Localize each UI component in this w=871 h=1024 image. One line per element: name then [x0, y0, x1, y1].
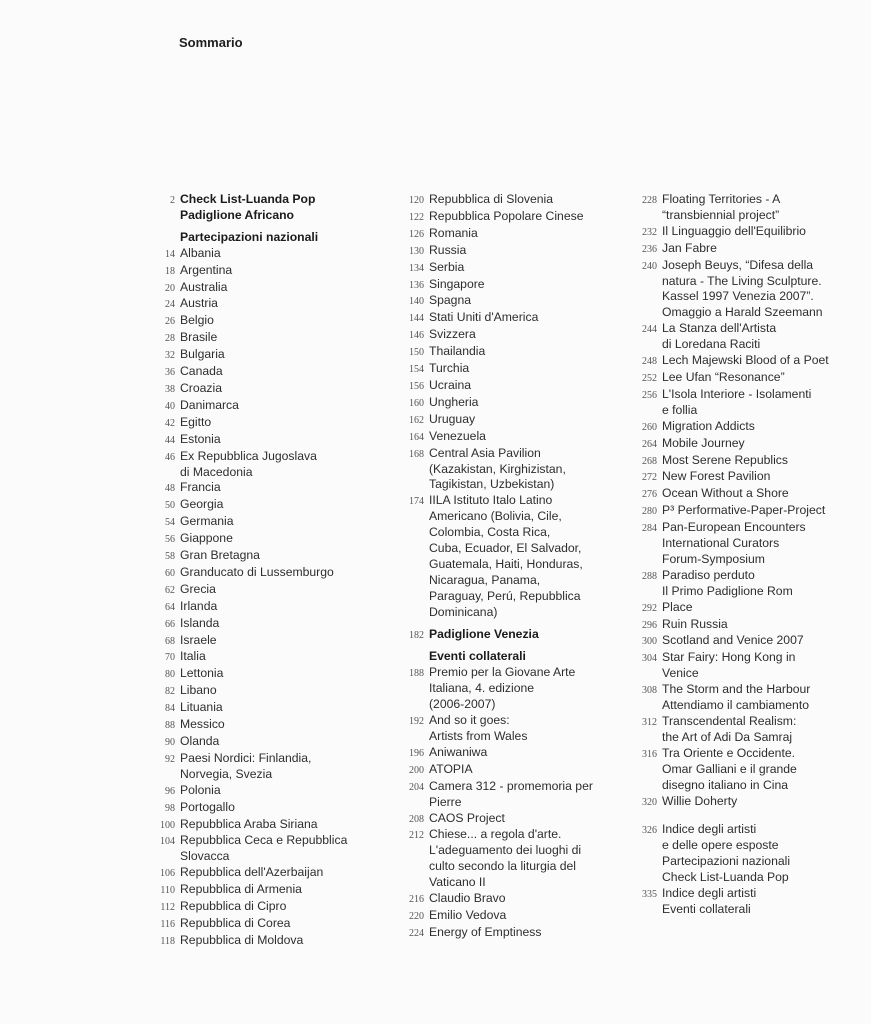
toc-entry: [630, 224, 860, 241]
page-number: 140: [409, 296, 424, 308]
entry-title: Lituania: [180, 700, 223, 715]
toc-entry: [630, 520, 860, 568]
toc-entry: [140, 751, 360, 783]
page-title: Sommario: [179, 35, 243, 50]
page-number: 326: [642, 825, 657, 837]
entry-title: Serbia: [429, 259, 465, 274]
page-number: 44: [165, 434, 175, 446]
toc-entry: [630, 714, 860, 746]
toc-entry: [630, 387, 860, 419]
page-number: 126: [409, 228, 424, 240]
entry-title: The Storm and the Harbour Attendiamo il cambiamento: [662, 682, 811, 713]
page-number: 26: [165, 316, 175, 328]
page-number: 268: [642, 455, 657, 467]
spacer: [630, 810, 860, 822]
entry-title: Emilio Vedova: [429, 907, 507, 922]
page-number: 112: [160, 902, 175, 914]
entry-title: Austria: [180, 296, 218, 311]
toc-entry: [388, 779, 608, 811]
entry-title: Repubblica di Cipro: [180, 899, 287, 914]
page-number: 252: [642, 372, 657, 384]
page-number: 62: [165, 584, 175, 596]
page-number: 154: [409, 364, 424, 376]
page-number: 312: [642, 717, 657, 728]
entry-title: Pan-European Encounters International Curators Forum-Symposium: [662, 520, 806, 566]
page-number: 32: [165, 350, 175, 362]
page-number: 28: [165, 333, 175, 345]
toc-entry: [140, 683, 360, 700]
toc-entry: [140, 616, 360, 633]
entry-title: Polonia: [180, 782, 221, 797]
toc-entry: [388, 226, 608, 243]
page-number: 236: [642, 243, 657, 255]
entry-title: Bulgaria: [180, 347, 225, 362]
page-number: 188: [409, 668, 424, 680]
page-number: 160: [409, 397, 424, 409]
toc-column-2: [388, 192, 608, 942]
entry-title: P³ Performative-Paper-Project: [662, 503, 826, 518]
entry-title: Irlanda: [180, 598, 218, 613]
page-number: 104: [160, 836, 175, 848]
page-number: 68: [165, 635, 175, 647]
toc-entry: [630, 650, 860, 682]
entry-title: Ocean Without a Shore: [662, 486, 789, 501]
entry-title: Ungheria: [429, 394, 479, 409]
entry-title: Chiese... a regola d'arte. L'adeguamento dei luoghi di culto secondo la liturgia del Vaticano II: [429, 827, 582, 890]
entry-title: Francia: [180, 480, 221, 495]
entry-title: Jan Fabre: [662, 240, 717, 255]
entry-title: L'Isola Interiore - Isolamenti e follia: [662, 386, 812, 417]
entry-title: Scotland and Venice 2007: [662, 633, 804, 648]
entry-title: Mobile Journey: [662, 435, 745, 450]
toc-entry: [388, 745, 608, 762]
entry-title: Lech Majewski Blood of a Poet: [662, 353, 829, 368]
toc-entry: [388, 260, 608, 277]
page-number: 46: [165, 451, 175, 463]
page-number: 300: [642, 636, 657, 648]
entry-title: Paesi Nordici: Finlandia, Norvegia, Svezia: [180, 750, 312, 781]
toc-entry: [140, 398, 360, 415]
toc-entry: [630, 321, 860, 353]
entry-title: Singapore: [429, 276, 485, 291]
toc-heading: [388, 627, 608, 644]
page-number: 200: [409, 764, 424, 776]
page-number: 66: [165, 618, 175, 630]
entry-title: Aniwaniwa: [429, 744, 488, 759]
entry-title: Premio per la Giovane Arte Italiana, 4. edizione (2006-2007): [429, 665, 576, 712]
page-number: 58: [165, 551, 175, 563]
toc-entry: [140, 700, 360, 717]
page-number: 144: [409, 313, 424, 325]
page-number: 192: [409, 716, 424, 728]
toc-entry: [630, 258, 860, 322]
entry-title: Spagna: [429, 293, 472, 308]
toc-entry: [140, 717, 360, 734]
page-number: 260: [642, 421, 657, 433]
entry-title: Eventi collaterali: [429, 649, 526, 664]
page-number: 110: [160, 885, 175, 897]
page-number: 54: [165, 517, 175, 529]
entry-title: Place: [662, 599, 693, 614]
toc-entry: [630, 600, 860, 617]
page-number: 134: [409, 262, 424, 274]
toc-entry: [388, 209, 608, 226]
page-number: 288: [642, 570, 657, 582]
entry-title: Romania: [429, 225, 478, 240]
entry-title: Repubblica Popolare Cinese: [429, 208, 584, 223]
page-number: 224: [409, 927, 424, 939]
entry-title: Joseph Beuys, “Difesa della natura - The Living Sculpture. Kassel 1997 Venezia 2007”. Omaggio a Harald Szeemann: [662, 257, 823, 320]
page-number: 18: [165, 265, 175, 277]
toc-entry: [140, 582, 360, 599]
page-number: 2: [170, 195, 175, 206]
toc-entry: [630, 822, 860, 886]
toc-entry: [140, 865, 360, 882]
toc-entry: [140, 548, 360, 565]
entry-title: Repubblica dell'Azerbaijan: [180, 865, 324, 880]
toc-entry: [388, 277, 608, 294]
page-number: 48: [165, 483, 175, 495]
page-number: 92: [165, 753, 175, 765]
page-number: 244: [642, 324, 657, 336]
page-number: 276: [642, 489, 657, 501]
entry-title: Grecia: [180, 581, 216, 596]
entry-title: Russia: [429, 242, 467, 257]
toc-entry: [388, 192, 608, 209]
entry-title: Thailandia: [429, 344, 486, 359]
toc-entry: [140, 933, 360, 950]
toc-entry: [388, 412, 608, 429]
entry-title: Australia: [180, 279, 228, 294]
entry-title: Ucraina: [429, 377, 471, 392]
toc-entry: [140, 531, 360, 548]
entry-title: And so it goes: Artists from Wales: [429, 713, 528, 743]
page-number: 162: [409, 414, 424, 426]
entry-title: Georgia: [180, 497, 224, 512]
page-number: 320: [642, 796, 657, 808]
entry-title: Paradiso perduto Il Primo Padiglione Rom: [662, 567, 793, 598]
toc-heading: [140, 230, 360, 246]
entry-title: Brasile: [180, 330, 218, 345]
toc-entry: [630, 746, 860, 794]
page-number: 64: [165, 601, 175, 613]
entry-title: Gran Bretagna: [180, 548, 260, 563]
toc-entry: [388, 395, 608, 412]
entry-title: Italia: [180, 649, 206, 664]
toc-entry: [388, 925, 608, 942]
page-number: 118: [160, 935, 175, 947]
entry-title: Giappone: [180, 531, 233, 546]
page-number: 212: [409, 830, 424, 842]
toc-entry: [630, 682, 860, 714]
toc-entry: [140, 734, 360, 751]
toc-entry: [140, 633, 360, 650]
entry-title: Repubblica di Armenia: [180, 882, 302, 897]
entry-title: Repubblica di Slovenia: [429, 192, 553, 206]
entry-title: Libano: [180, 683, 217, 698]
page-number: 196: [409, 747, 424, 759]
toc-entry: [630, 568, 860, 600]
entry-title: Canada: [180, 364, 223, 379]
toc-entry: [630, 486, 860, 503]
entry-title: Repubblica Ceca e Repubblica Slovacca: [180, 833, 348, 864]
entry-title: Turchia: [429, 361, 470, 376]
entry-title: Most Serene Republics: [662, 452, 788, 467]
entry-title: IILA Istituto Italo Latino Americano (Bolivia, Cile, Colombia, Costa Rica, Cuba, Ecuador, El Salvador, Guatemala, Haiti, Honduras, Nicaragua, Panama, Paraguay, Perú, Repubblica Dominicana): [429, 493, 583, 619]
toc-entry: [630, 436, 860, 453]
entry-title: Migration Addicts: [662, 418, 755, 433]
toc-entry: [630, 469, 860, 486]
entry-title: Croazia: [180, 380, 222, 395]
entry-title: Check List-Luanda Pop Padiglione Africano: [180, 192, 316, 222]
entry-title: Willie Doherty: [662, 793, 738, 808]
toc-entry: [140, 381, 360, 398]
page-number: 308: [642, 685, 657, 697]
page-number: 296: [642, 619, 657, 631]
page-number: 208: [409, 813, 424, 825]
page-number: 60: [165, 567, 175, 579]
toc-entry: [630, 633, 860, 650]
toc-entry: [630, 794, 860, 811]
page-number: 84: [165, 703, 175, 715]
toc-entry: [140, 783, 360, 800]
entry-title: Star Fairy: Hong Kong in Venice: [662, 650, 796, 681]
page-number: 256: [642, 389, 657, 401]
page-number: 116: [160, 918, 175, 930]
entry-title: Ruin Russia: [662, 616, 728, 631]
toc-entry: [388, 891, 608, 908]
toc-entry: [388, 827, 608, 891]
toc-entry: [388, 361, 608, 378]
toc-entry: [630, 617, 860, 634]
page-number: 168: [409, 448, 424, 460]
page-number: 20: [165, 282, 175, 294]
toc-entry: [388, 310, 608, 327]
toc-entry: [630, 192, 860, 224]
entry-title: Estonia: [180, 431, 221, 446]
toc-entry: [388, 429, 608, 446]
entry-title: Israele: [180, 632, 217, 647]
toc-entry: [388, 762, 608, 779]
page-number: 248: [642, 356, 657, 368]
page-number: 182: [409, 629, 424, 641]
page-number: 272: [642, 472, 657, 484]
toc-entry: [388, 908, 608, 925]
entry-title: La Stanza dell'Artista di Loredana Raciti: [662, 321, 777, 352]
toc-entry: [140, 817, 360, 834]
toc-entry: [388, 344, 608, 361]
toc-entry: [140, 246, 360, 263]
page-number: 90: [165, 737, 175, 748]
entry-title: Venezuela: [429, 428, 486, 443]
page-number: 292: [642, 602, 657, 614]
toc-heading: [140, 192, 360, 224]
entry-title: Floating Territories - A “transbiennial project”: [662, 192, 781, 222]
toc-column-1: [140, 192, 360, 950]
toc-entry: [140, 514, 360, 531]
entry-title: Uruguay: [429, 411, 476, 426]
page-number: 38: [165, 383, 175, 395]
entry-title: Partecipazioni nazionali: [180, 229, 319, 244]
toc-entry: [630, 503, 860, 520]
toc-entry: [140, 263, 360, 280]
page-number: 14: [165, 248, 175, 260]
entry-title: Portogallo: [180, 799, 235, 814]
toc-entry: [140, 432, 360, 449]
toc-entry: [140, 833, 360, 865]
page-number: 204: [409, 781, 424, 793]
page-number: 40: [165, 400, 175, 412]
page-number: 106: [160, 868, 175, 880]
page-number: 122: [409, 211, 424, 223]
entry-title: Repubblica di Moldova: [180, 932, 304, 947]
toc-entry: [140, 599, 360, 616]
page-number: 80: [165, 669, 175, 681]
page-number: 156: [409, 380, 424, 392]
page-number: 136: [409, 279, 424, 291]
page-number: 36: [165, 367, 175, 379]
toc-heading: [388, 649, 608, 665]
entry-title: Belgio: [180, 313, 214, 328]
page-number: 335: [642, 889, 657, 901]
toc-entry: [140, 882, 360, 899]
toc-entry: [140, 347, 360, 364]
page-number: 98: [165, 802, 175, 814]
entry-title: Indice degli artisti e delle opere esposte Partecipazioni nazionali Check List-Luanda Pop: [662, 822, 791, 885]
page-number: 146: [409, 330, 424, 342]
toc-entry: [630, 370, 860, 387]
toc-entry: [140, 449, 360, 481]
entry-title: Messico: [180, 717, 225, 732]
toc-entry: [388, 293, 608, 310]
toc-entry: [630, 241, 860, 258]
entry-title: Energy of Emptiness: [429, 924, 542, 939]
entry-title: Svizzera: [429, 327, 476, 342]
page-number: 24: [165, 299, 175, 311]
toc-entry: [388, 243, 608, 260]
entry-title: Germania: [180, 514, 234, 529]
entry-title: CAOS Project: [429, 810, 505, 825]
page-number: 232: [642, 226, 657, 238]
entry-title: Danimarca: [180, 397, 239, 412]
toc-entry: [140, 666, 360, 683]
toc-entry: [140, 649, 360, 666]
toc-entry: [630, 419, 860, 436]
page-number: 174: [409, 496, 424, 508]
page-number: 264: [642, 438, 657, 450]
page-number: 216: [409, 894, 424, 906]
toc-entry: [140, 480, 360, 497]
page-number: 220: [409, 910, 424, 922]
toc-column-3: [630, 192, 860, 918]
toc-entry: [388, 446, 608, 494]
toc-entry: [140, 800, 360, 817]
entry-title: Claudio Bravo: [429, 891, 506, 906]
page-number: 284: [642, 523, 657, 535]
page-number: 120: [409, 195, 424, 206]
entry-title: Olanda: [180, 734, 220, 748]
entry-title: ATOPIA: [429, 761, 473, 776]
toc-entry: [140, 899, 360, 916]
toc-entry: [140, 415, 360, 432]
page-number: 70: [165, 652, 175, 664]
entry-title: Granducato di Lussemburgo: [180, 564, 334, 579]
page-number: 82: [165, 686, 175, 698]
entry-title: Lettonia: [180, 666, 224, 681]
page-number: 150: [409, 347, 424, 359]
entry-title: Padiglione Venezia: [429, 626, 539, 641]
toc-entry: [388, 327, 608, 344]
toc-entry: [388, 378, 608, 395]
page-number: 130: [409, 245, 424, 257]
page-number: 164: [409, 431, 424, 443]
toc-entry: [140, 296, 360, 313]
entry-title: Il Linguaggio dell'Equilibrio: [662, 223, 806, 238]
page-number: 316: [642, 748, 657, 760]
entry-title: Islanda: [180, 615, 220, 630]
entry-title: Repubblica di Corea: [180, 915, 291, 930]
page-number: 56: [165, 534, 175, 546]
entry-title: Central Asia Pavilion (Kazakistan, Kirghizistan, Tagikistan, Uzbekistan): [429, 445, 566, 492]
entry-title: Stati Uniti d'America: [429, 310, 539, 325]
toc-entry: [630, 453, 860, 470]
page-number: 42: [165, 417, 175, 429]
page-number: 50: [165, 500, 175, 512]
entry-title: Egitto: [180, 414, 212, 429]
entry-title: Argentina: [180, 262, 233, 277]
toc-entry: [388, 665, 608, 713]
entry-title: Tra Oriente e Occidente. Omar Galliani e il grande disegno italiano in Cina: [662, 745, 797, 792]
toc-entry: [630, 353, 860, 370]
toc-entry: [140, 364, 360, 381]
toc-entry: [140, 916, 360, 933]
entry-title: Lee Ufan “Resonance”: [662, 369, 785, 384]
toc-entry: [140, 565, 360, 582]
toc-entry: [140, 330, 360, 347]
toc-entry: [140, 497, 360, 514]
toc-entry: [388, 713, 608, 745]
toc-entry: [140, 313, 360, 330]
entry-title: Transcendental Realism: the Art of Adi Da Samraj: [662, 714, 797, 744]
page-number: 96: [165, 785, 175, 797]
entry-title: Repubblica Araba Siriana: [180, 816, 318, 831]
toc-entry: [630, 886, 860, 918]
page-number: 88: [165, 720, 175, 732]
toc-entry: [140, 280, 360, 297]
entry-title: Indice degli artisti Eventi collaterali: [662, 886, 757, 916]
entry-title: Albania: [180, 245, 221, 260]
page-number: 228: [642, 195, 657, 206]
page-number: 280: [642, 506, 657, 518]
toc-entry: [388, 811, 608, 828]
entry-title: Camera 312 - promemoria per Pierre: [429, 778, 593, 809]
page-number: 240: [642, 260, 657, 272]
toc-entry: [388, 493, 608, 620]
entry-title: New Forest Pavilion: [662, 469, 771, 484]
page-number: 100: [160, 819, 175, 831]
entry-title: Ex Repubblica Jugoslava di Macedonia: [180, 448, 317, 479]
page-number: 304: [642, 653, 657, 665]
